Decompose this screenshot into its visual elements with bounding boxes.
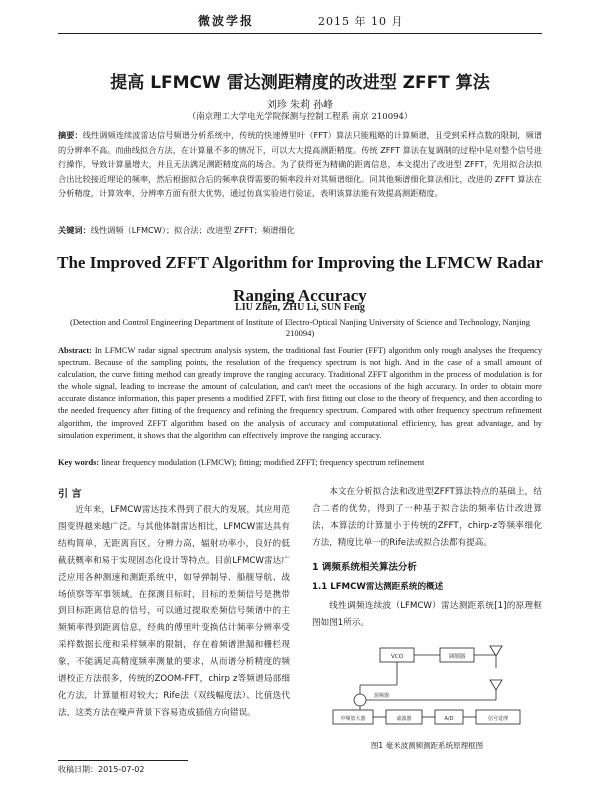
journal-name: 微波学报 [198,14,255,28]
chinese-keywords-text: 线性调频（LFMCW）；拟合法；改进型 ZFFT；频谱细化 [90,225,295,235]
english-abstract [58,345,542,442]
english-title: The Improved ZFFT Algorithm for Improving the LFMCW Radar Ranging Accuracy [57,253,543,305]
chinese-keywords-label: 关键词： [58,225,91,235]
intro-heading: 引 言 [58,489,82,500]
chinese-abstract-text: 线性调频连续波雷达信号频谱分析系统中，传统的快速傅里叶（FFT）算法只能粗略的计算频谱，且受到采样点数的限制，频谱的分辨率不高。而曲线拟合方法，在计算量不多的情况下，可以大大提高测距精度。传统 ZFFT 算法在复调制的过程中是对整个信号进行操作，导致计算量增大，并且无法满足测距精度高的场合。为了获得更为精确的距离信息，本文提出了改进型 ZFFT，先用拟合法拟合出比较接近理论的频率，然后根据拟合后的频率获得需要的频率段并对其频谱细化。同其他频谱细化算法相比，改进的 ZFFT 算法在分析精度，计算效率，分辨率方面有很大优势，通过仿真实验进行验证，表明该算法能有效提高测距精度。 [58,130,542,199]
mixer-block [354,694,366,706]
chinese-title: 提高 LFMCW 雷达测距精度的改进型 ZFFT 算法 [110,73,490,93]
dsp-label: 信号处理 [487,716,509,722]
intro-paragraph: 近年来，LFMCW雷达技术得到了很大的发展，其应用范围变得越来越广泛。与其他体制雷达相比，LFMCW雷达具有结构简单，无距离盲区，分辨力高，辐射功率小，良好的低截获概率和易于实现固态化设计等特点。目前LFMCW雷达广泛应用各种测速和测距系统中，如导弹制导、船舰导航、战场侦察等军事领域。在探测目标时，目标的差频信号是携带到目标距离信息的信号，可以通过提取差频信号频谱中的主频频率得到距离信息，经典的傅里叶变换估计频率分辨率受采样数据长度和采样频率的限制，存在着频谱泄漏和栅栏现象，不能满足高精度频率测量的要求，从而谱分析精度的频谱校正方法很多，传统的ZOOM-FFT，chirp z等频谱局部细化方法，计算量相对较大；Rife法（双线幅度法）、比值迭代法，这类方法在噪声背景下容易造成插值方向错误。 [58,505,290,718]
chinese-keywords [58,225,542,236]
adc-label: A/D [444,716,454,722]
block-diagram [330,640,530,735]
footnote-rule [58,760,188,761]
tx-antenna [490,646,502,656]
chinese-affiliation: （南京理工大学电光学院探测与控制工程系 南京 210094） [187,112,413,122]
section-1-heading: 1 调频系统相关算法分析 [312,562,417,573]
english-keywords [58,458,542,467]
filter-label: 滤波器 [396,716,412,722]
chinese-abstract-label: 摘要： [58,130,83,140]
osc-label: 调制器 [448,654,466,660]
amp-label: 中频放大器 [340,716,366,722]
chinese-abstract [58,128,542,201]
chinese-authors: 刘珍 朱莉 孙峰 [266,100,334,111]
english-authors: LIU Zhen, ZHU Li, SUN Feng [235,302,365,313]
issue-date: 2015 年 10 月 [318,15,404,28]
english-abstract-text: In LFMCW radar signal spectrum analysis system, the traditional fast Fourier (FFT) algorithm only rough analyses the frequency spectrum. Because of the sampling points, the resolution of the frequency spectrum is not high. And in the case of a small amount of calculation, the curve fitting method can greatly improve the ranging accuracy. Traditional ZFFT algorithm in the process of modulation is for the whole signal, leading to increase the amount of calculation, and can't meet the occasions of the high accuracy. In order to obtain more accurate distance information, this paper presents a modified ZFFT, with first fitting out close to the theory of frequency, and then according to the needed frequency after fitting of the frequency and refining the frequency spectrum. Compared with other frequency spectrum refinement algorithm, the improved ZFFT algorithm based on the analysis of accuracy and computational efficiency, has great advantage, and by simulation experiment, it shows that the algorithm can effectively improve the ranging accuracy. [58,346,543,440]
right-paragraph-1: 本文在分析拟合法和改进型ZFFT算法特点的基础上，结合二者的优势，得到了一种基于拟合法的频率估计改进算法，本算法的计算量小于传统的ZFFT，chirp-z等频率细化方法，精度比单一的Rife法或拟合法都有提高。 [312,487,542,548]
section-1-1-heading: 1.1 LFMCW雷达测距系统的概述 [312,582,444,592]
right-paragraph-2: 线性调频连续波（LFMCW）雷达测距系统[1]的原理框图如图1所示。 [312,601,542,628]
english-affiliation: (Detection and Control Engineering Department of Institute of Electro-Optical Nanjing University of Science and Technology, Nanjing 210094) [70,317,530,338]
received-date: 收稿日期：2015-07-02 [58,765,145,774]
english-keywords-text: linear frequency modulation (LFMCW); fitting; modified ZFFT; frequency spectrum refinement [101,458,425,467]
english-keywords-label: Key words: [58,458,100,467]
figure-caption: 图1 毫米波测频测距系统原理框图 [370,741,484,750]
header-rule [58,33,542,34]
rx-antenna [490,680,502,690]
english-abstract-label: Abstract: [58,346,92,355]
mixer-label: 混频器 [374,693,390,699]
vco-label: VCO [391,654,403,660]
